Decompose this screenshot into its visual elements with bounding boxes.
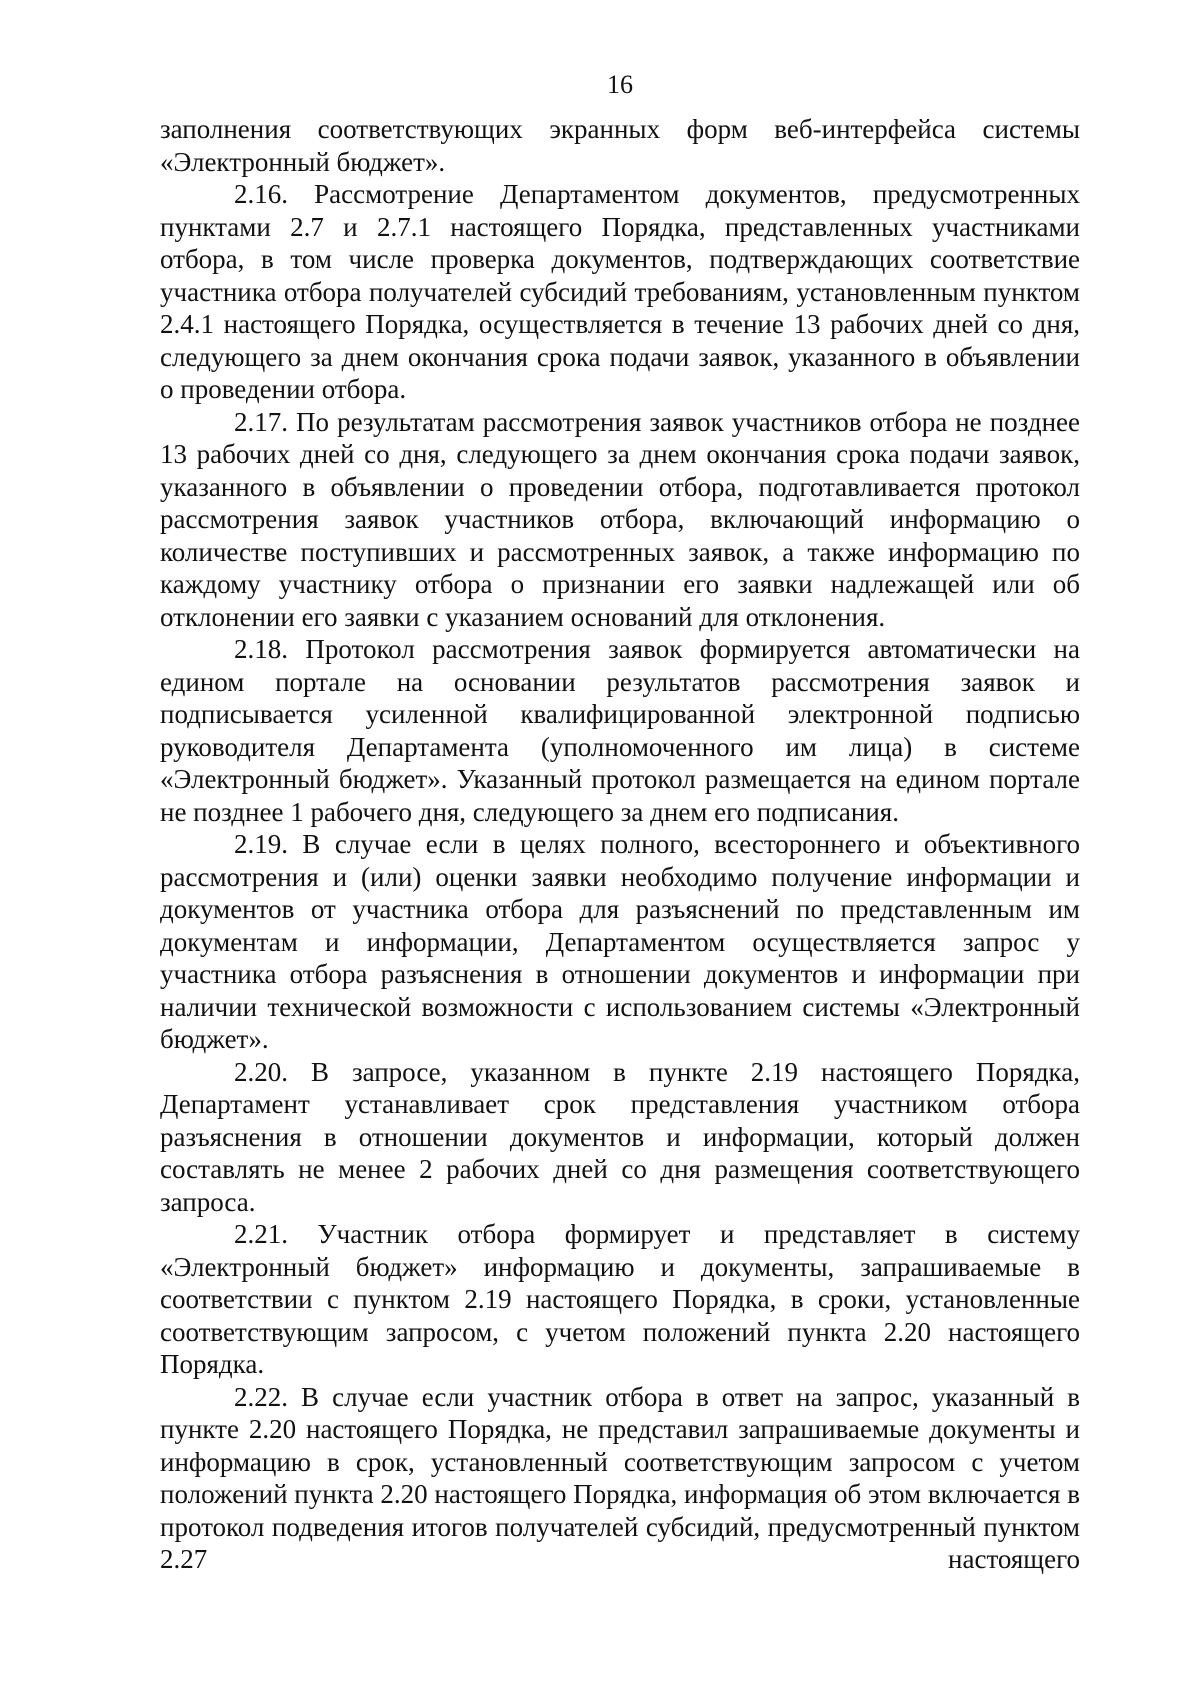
paragraph-2-16: 2.16. Рассмотрение Департаментом документов, предусмотренных пунктами 2.7 и 2.7.1 настоящего Порядка, представленных участниками отбора, в том числе проверка документов, подтверждающих соответствие участника отбора получателей субсидий требованиям, установленным пунктом 2.4.1 настоящего Порядка, осуществляется в течение 13 рабочих дней со дня, следующего за днем окончания срока подачи заявок, указанного в объявлении о проведении отбора.: [160, 179, 1080, 404]
paragraph-continuation: заполнения соответствующих экранных форм веб-интерфейса системы «Электронный бюджет».: [160, 114, 1080, 177]
document-page: [160, 70, 1080, 1576]
paragraph-2-22: 2.22. В случае если участник отбора в ответ на запрос, указанный в пункте 2.20 настоящего Порядка, не представил запрашиваемые документы и информацию в срок, установленный соответствующим запросом с учетом положений пункта 2.20 настоящего Порядка, информация об этом включается в протокол подведения итогов получателей субсидий, предусмотренный пунктом 2.27 настоящего: [160, 1381, 1080, 1574]
paragraph-2-19: 2.19. В случае если в целях полного, всестороннего и объективного рассмотрения и (или) оценки заявки необходимо получение информации и документов от участника отбора для разъяснений по представленным им документам и информации, Департаментом осуществляется запрос у участника отбора разъяснения в отношении документов и информации при наличии технической возможности с использованием системы «Электронный бюджет».: [160, 829, 1080, 1054]
paragraph-2-18: 2.18. Протокол рассмотрения заявок формируется автоматически на едином портале на основании результатов рассмотрения заявок и подписывается усиленной квалифицированной электронной подписью руководителя Департамента (уполномоченного им лица) в системе «Электронный бюджет». Указанный протокол размещается на едином портале не позднее 1 рабочего дня, следующего за днем его подписания.: [160, 634, 1080, 827]
paragraph-2-17: 2.17. По результатам рассмотрения заявок участников отбора не позднее 13 рабочих дней со дня, следующего за днем окончания срока подачи заявок, указанного в объявлении о проведении отбора, подготавливается протокол рассмотрения заявок участников отбора, включающий информацию о количестве поступивших и рассмотренных заявок, а также информацию по каждому участнику отбора о признании его заявки надлежащей или об отклонении его заявки с указанием оснований для отклонения.: [160, 406, 1080, 632]
page-number: 16: [607, 70, 633, 99]
paragraph-2-21: 2.21. Участник отбора формирует и представляет в систему «Электронный бюджет» информацию и документы, запрашиваемые в соответствии с пунктом 2.19 настоящего Порядка, в сроки, установленные соответствующим запросом, с учетом положений пункта 2.20 настоящего Порядка.: [160, 1219, 1080, 1379]
paragraph-2-20: 2.20. В запросе, указанном в пункте 2.19 настоящего Порядка, Департамент устанавливает срок представления участником отбора разъяснения в отношении документов и информации, который должен составлять не менее 2 рабочих дней со дня размещения соответствующего запроса.: [160, 1056, 1080, 1217]
